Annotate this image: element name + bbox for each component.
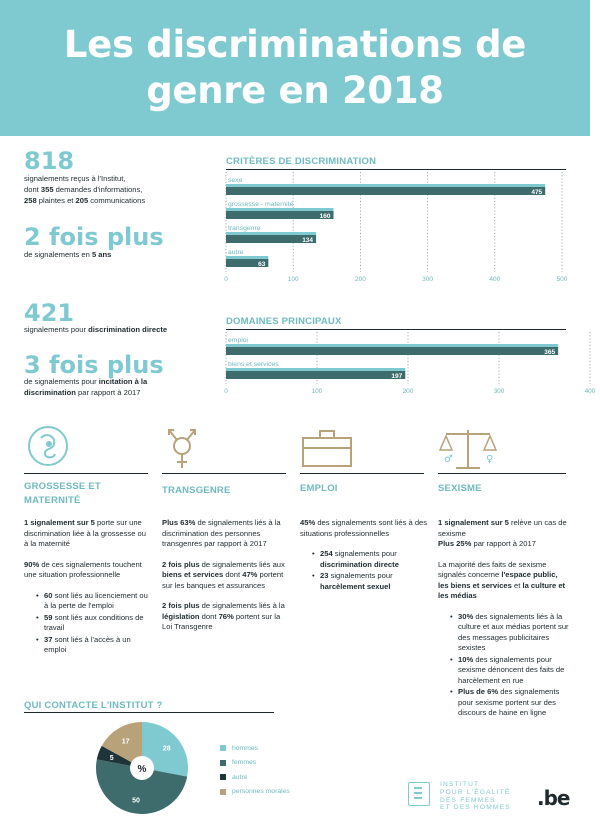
tick-label: 400 [584,388,596,395]
legend-label: autre [232,773,248,781]
bar-cap [226,256,268,259]
legend-item [220,742,290,754]
bar-cap [226,208,334,211]
paragraph: La majorité des faits de sexisme signalés concerne l'espace public, les biens et services et la culture et les médias [438,559,566,600]
legend-label: femmes [232,759,257,766]
stat-total-line3: 258 plaintes et 205 communications [24,196,146,205]
stat-incitation: 3 fois plus [24,351,164,379]
cat-employment-title: EMPLOI [300,483,338,494]
legend-item [220,771,290,783]
stat-total-line1: signalements reçus à l'Institut, [24,174,126,183]
bar-cap [226,368,405,371]
bullet-list [450,612,570,719]
cat-sexism-title: SEXISME [438,483,482,494]
tick-label: 200 [402,388,414,395]
bar [226,371,405,379]
institute-logo-text: INSTITUT POUR L'ÉGALITÉ DES FEMMES ET DES HOMMES [440,781,511,812]
bar-category-label: emploi [228,337,249,344]
paragraph: 45% des signalements sont liés à des situations professionnelles [300,518,428,538]
legend-swatch [220,774,226,780]
tick-label: 0 [224,276,228,283]
bar-value-label: 160 [319,213,331,220]
bar-category-label: sexe [228,177,243,184]
bar [226,211,334,219]
page-title: Les discriminations de genre en 2018 [63,23,527,112]
bar-value-label: 134 [302,237,314,244]
list-item: • 60 sont liés au licenciement ou à la perte de l'emploi [36,591,152,612]
bar-cap [226,184,545,187]
stat-direct-discrimination: 421 [24,299,75,327]
rule-cat3 [300,473,424,474]
pie-value-label: 50 [132,797,140,805]
stat-direct-desc: signalements pour discrimination directe [24,325,168,334]
stat-growth-5y-desc: de signalements en 5 ans [24,250,112,259]
svg-text:♀: ♀ [486,454,494,465]
cat-employment-text [300,518,428,593]
bar-cap [226,344,558,347]
rule-cat4 [438,473,566,474]
briefcase-icon [299,426,355,470]
bullet-list [312,549,428,592]
tick-label: 200 [354,276,366,283]
bar-value-label: 197 [391,373,403,380]
legend-swatch [220,760,226,766]
scales-icon [438,424,498,472]
tick-label: 400 [489,276,501,283]
criteria-bar-chart [220,172,580,296]
tick-label: 0 [224,388,228,395]
pie-title-rule [24,712,274,713]
bar-value-label: 63 [258,261,266,268]
list-item: • 10% des signalements pour sexisme dénoncent des faits de harcèlement en rue [450,655,570,687]
institute-logo-mark [408,782,430,806]
cat-pregnancy-text [24,518,152,657]
bullet-list [36,591,152,656]
bar-value-label: 475 [531,189,543,196]
bar-category-label: grossesse - maternité [228,201,294,208]
list-item: • 23 signalements pour harcèlement sexuel [312,571,428,592]
stat-total-desc [24,173,214,206]
cat-sexism-text [438,518,570,720]
legend-swatch [220,789,226,795]
legend-label: hommes [232,744,259,752]
rule-cat2 [162,473,286,474]
criteria-chart-title: CRITÈRES DE DISCRIMINATION [226,156,377,167]
domains-bar-chart [220,332,600,412]
pie-value-label: 17 [121,738,130,746]
domains-chart-title: DOMAINES PRINCIPAUX [226,316,342,327]
bar-value-label: 365 [544,349,556,356]
legend-label: personnes morales [232,788,290,795]
list-item: • 30% des signalements liés à la culture et aux médias portent sur des messages publicitaires sexistes [450,612,570,654]
paragraph: 90% de ces signalements touchent une situation professionnelle [24,559,142,579]
bar-category-label: autre [228,249,244,256]
be-logo: .be [537,786,570,810]
stat-total-reports: 818 [24,147,75,175]
pie-value-label: 28 [162,745,171,753]
legend-swatch [220,745,226,751]
bar [226,347,558,355]
paragraph: 1 signalement sur 5 porte sur une discrimination liée à la grossesse ou à la maternité [24,518,146,548]
list-item: • 254 signalements pour discrimination directe [312,549,428,570]
pie-value-label: 5 [109,755,114,763]
tick-label: 300 [422,276,434,283]
bar-category-label: biens et services [228,361,279,368]
paragraph: Plus 63% de signalements liés à la discrimination des personnes transgenres par rapport à 2017 [162,518,281,548]
legend-item [220,786,290,798]
cat-pregnancy-title: GROSSESSE ET MATERNITÉ [24,481,101,506]
legend-item [220,757,290,769]
cat-transgender-text [162,518,290,643]
bar-category-label: transgenre [228,225,261,232]
pregnancy-icon [26,424,74,472]
tick-label: 500 [556,276,568,283]
list-item: • 59 sont liés aux conditions de travail [36,613,152,634]
stat-total-line2: dont 355 demandes d'informations, [24,185,143,194]
pie-center-label: % [137,764,147,775]
criteria-title-rule [226,169,566,170]
bar-cap [226,232,316,235]
cat-transgender-title: TRANSGENRE [162,485,231,496]
stat-growth-5y: 2 fois plus [24,223,164,251]
paragraph: 1 signalement sur 5 relève un cas de sexisme [438,518,567,538]
pie-title: QUI CONTACTE L'INSTITUT ? [24,700,163,711]
stat-incitation-desc: de signalements pour incitation à la discrimination par rapport à 2017 [24,377,148,397]
tick-label: 100 [287,276,299,283]
contact-pie-chart [94,720,190,816]
tick-label: 300 [493,388,505,395]
transgender-icon [162,424,202,472]
title-banner [0,0,590,136]
domains-title-rule [226,329,566,330]
list-item: • Plus de 6% des signalements pour sexisme portent sur des discours de haine en ligne [450,687,570,719]
rule-cat1 [24,473,148,474]
paragraph: Plus 25% par rapport à 2017 [438,539,536,548]
paragraph: 2 fois plus de signalements liés aux biens et services dont 47% portent sur les banques et assurances [162,559,285,590]
paragraph: 2 fois plus de signalements liés à la législation dont 76% portent sur la Loi Transgenre [162,601,285,631]
svg-text:♂: ♂ [444,454,453,465]
tick-label: 100 [311,388,323,395]
bar [226,187,545,195]
pie-legend [220,742,290,800]
list-item: • 37 sont liés à l'accès à un emploi [36,635,152,656]
